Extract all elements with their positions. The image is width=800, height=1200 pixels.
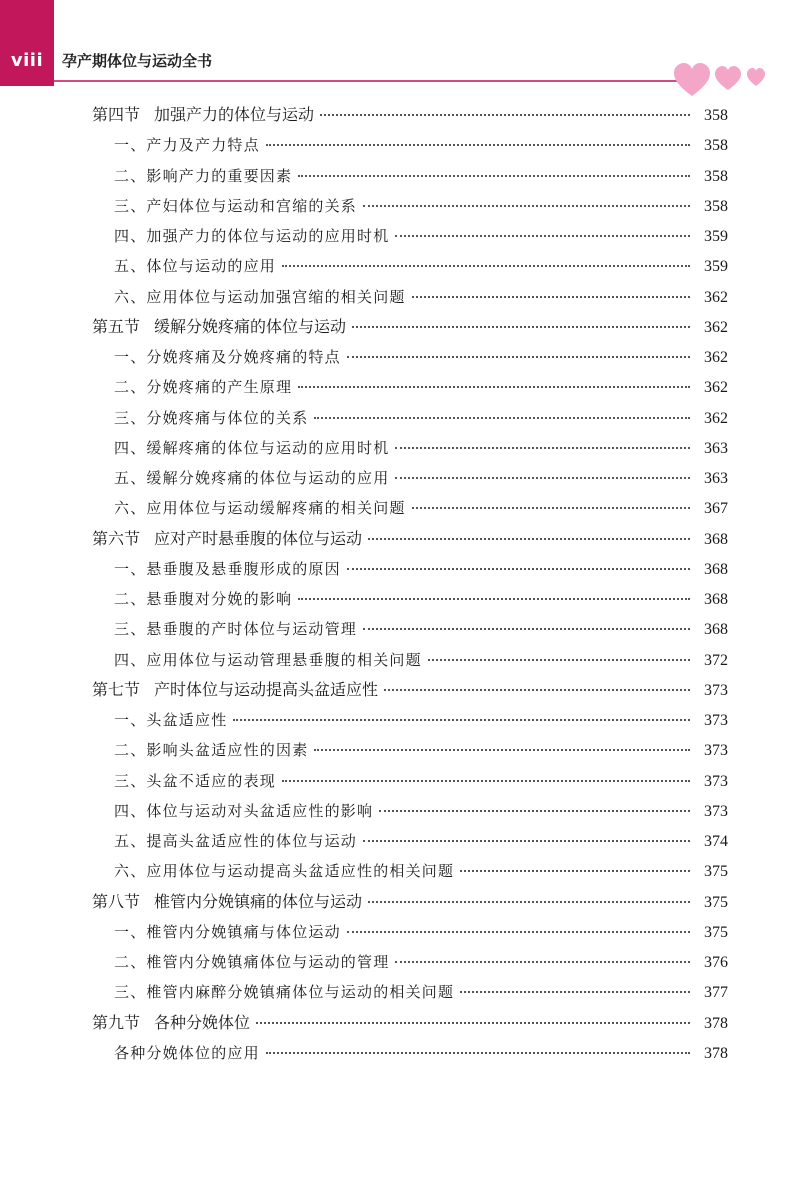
- toc-page-number: 362: [704, 288, 728, 306]
- toc-page-number: 358: [704, 197, 728, 215]
- toc-subsection-entry[interactable]: [92, 433, 728, 463]
- toc-page-number: 368: [704, 591, 728, 608]
- dot-leader: [266, 143, 690, 146]
- toc-entry-title: 六、应用体位与运动缓解疼痛的相关问题: [114, 499, 406, 518]
- toc-entry-title: 一、分娩疼痛及分娩疼痛的特点: [114, 348, 341, 366]
- toc-subsection-entry[interactable]: [92, 342, 728, 372]
- dot-leader: [460, 869, 690, 872]
- dot-leader: [266, 1051, 690, 1054]
- toc-subsection-entry[interactable]: [92, 191, 728, 221]
- toc-subsection-entry[interactable]: [92, 584, 728, 614]
- toc-page-number: 372: [704, 651, 728, 669]
- dot-leader: [363, 204, 690, 207]
- dot-leader: [314, 748, 690, 751]
- toc-subsection-entry[interactable]: [92, 493, 728, 523]
- toc-page-number: 375: [704, 923, 728, 941]
- toc-entry-title: 三、头盆不适应的表现: [114, 771, 277, 790]
- toc-entry-title: 三、分娩疼痛与体位的关系: [114, 408, 309, 427]
- toc-page-number: 363: [704, 470, 728, 487]
- toc-page-number: 362: [704, 409, 728, 427]
- toc-entry-title: [92, 675, 378, 705]
- running-header-title: 孕产期体位与运动全书: [62, 52, 213, 70]
- dot-leader: [460, 990, 690, 993]
- dot-leader: [379, 809, 690, 812]
- dot-leader: [363, 839, 690, 842]
- toc-subsection-entry[interactable]: [92, 221, 728, 251]
- toc-subsection-entry[interactable]: [92, 977, 728, 1007]
- toc-entry-title: 一、头盆适应性: [114, 711, 228, 729]
- dot-leader: [352, 325, 690, 328]
- toc-entry-title: 一、悬垂腹及悬垂腹形成的原因: [114, 559, 341, 578]
- toc-subsection-entry[interactable]: [92, 766, 728, 796]
- toc-subsection-entry[interactable]: [92, 856, 728, 886]
- toc-section-entry[interactable]: [92, 100, 728, 130]
- dot-leader: [368, 900, 690, 903]
- toc-entry-title: 四、应用体位与运动管理悬垂腹的相关问题: [114, 650, 422, 669]
- toc-section-title: 缓解分娩疼痛的体位与运动: [154, 316, 347, 336]
- toc-subsection-entry[interactable]: [92, 403, 728, 433]
- toc-subsection-entry[interactable]: [92, 130, 728, 160]
- toc-entry-title: [92, 887, 362, 917]
- toc-entry-title: 四、加强产力的体位与运动的应用时机: [114, 227, 390, 245]
- toc-entry-title: 五、提高头盆适应性的体位与运动: [114, 832, 358, 850]
- toc-page-number: 373: [704, 742, 728, 760]
- hearts-icon: [672, 60, 772, 100]
- dot-leader: [395, 476, 690, 479]
- toc-page-number: 374: [704, 833, 728, 850]
- toc-page-number: 378: [704, 1014, 728, 1032]
- toc-section-entry[interactable]: [92, 1008, 728, 1038]
- toc-entry-title: 二、影响头盆适应性的因素: [114, 741, 309, 760]
- toc-section-number: 第五节: [92, 316, 141, 336]
- toc-subsection-entry[interactable]: [92, 826, 728, 856]
- dot-leader: [347, 355, 690, 358]
- toc-section-entry[interactable]: [92, 675, 728, 705]
- dot-leader: [395, 960, 690, 963]
- toc-entry-title: 五、缓解分娩疼痛的体位与运动的应用: [114, 469, 390, 487]
- toc-entry-title: 一、椎管内分娩镇痛与体位运动: [114, 922, 341, 941]
- dot-leader: [298, 597, 690, 600]
- dot-leader: [363, 627, 690, 630]
- toc-section-title: 产时体位与运动提高头盆适应性: [154, 679, 379, 699]
- toc-entry-title: 各种分娩体位的应用: [114, 1043, 260, 1062]
- dot-leader: [347, 930, 690, 933]
- table-of-contents: [92, 100, 728, 1068]
- toc-section-entry[interactable]: [92, 312, 728, 342]
- toc-section-number: 第四节: [92, 105, 141, 124]
- toc-entry-title: 二、椎管内分娩镇痛体位与运动的管理: [114, 953, 390, 971]
- toc-entry-title: [92, 524, 362, 554]
- toc-subsection-entry[interactable]: [92, 645, 728, 675]
- heart-large-icon: [674, 63, 710, 96]
- toc-entry-title: 三、悬垂腹的产时体位与运动管理: [114, 620, 358, 639]
- toc-entry-title: 四、缓解疼痛的体位与运动的应用时机: [114, 438, 390, 457]
- toc-page-number: 373: [704, 802, 728, 820]
- heart-small-icon: [747, 68, 765, 86]
- toc-entry-title: 六、应用体位与运动提高头盆适应性的相关问题: [114, 862, 455, 881]
- toc-section-number: 第七节: [92, 679, 141, 699]
- toc-entry-title: [92, 312, 346, 342]
- toc-page-number: 368: [704, 621, 728, 639]
- toc-entry-title: 三、椎管内麻醉分娩镇痛体位与运动的相关问题: [114, 983, 455, 1002]
- dot-leader: [256, 1021, 690, 1024]
- dot-leader: [282, 264, 690, 267]
- toc-page-number: 367: [704, 500, 728, 518]
- toc-entry-title: 二、分娩疼痛的产生原理: [114, 378, 293, 397]
- toc-subsection-entry[interactable]: [92, 554, 728, 584]
- dot-leader: [368, 537, 690, 540]
- toc-page-number: 362: [704, 379, 728, 397]
- toc-entry-title: [92, 1008, 250, 1038]
- dot-leader: [412, 506, 690, 509]
- toc-page-number: 359: [704, 258, 728, 276]
- toc-subsection-entry[interactable]: [92, 282, 728, 312]
- toc-section-title: 应对产时悬垂腹的体位与运动: [154, 528, 363, 548]
- toc-section-title: 椎管内分娩镇痛的体位与运动: [154, 891, 363, 911]
- toc-entry-title: 二、影响产力的重要因素: [114, 166, 293, 185]
- header-rule: [54, 80, 679, 82]
- toc-page-number: 377: [704, 984, 728, 1002]
- toc-subsection-entry[interactable]: [92, 735, 728, 765]
- toc-section-entry[interactable]: [92, 887, 728, 917]
- toc-entry-title: 五、体位与运动的应用: [114, 257, 277, 276]
- dot-leader: [298, 174, 690, 177]
- toc-section-number: 第八节: [92, 891, 141, 911]
- toc-subsection-entry[interactable]: [92, 705, 728, 735]
- toc-subsection-entry[interactable]: [92, 161, 728, 191]
- toc-page-number: 358: [704, 137, 728, 155]
- dot-leader: [320, 113, 690, 116]
- dot-leader: [233, 718, 690, 721]
- toc-subsection-entry[interactable]: [92, 1038, 728, 1068]
- toc-subsection-entry[interactable]: [92, 251, 728, 281]
- toc-subsection-entry[interactable]: [92, 796, 728, 826]
- toc-page-number: 359: [704, 228, 728, 245]
- toc-page-number: 368: [704, 530, 728, 548]
- toc-page-number: 378: [704, 1044, 728, 1062]
- toc-page-number: 358: [704, 167, 728, 185]
- dot-leader: [347, 567, 690, 570]
- toc-page-number: 373: [704, 681, 728, 699]
- toc-section-entry[interactable]: [92, 524, 728, 554]
- dot-leader: [412, 295, 690, 298]
- toc-subsection-entry[interactable]: [92, 463, 728, 493]
- toc-page-number: 358: [704, 107, 728, 124]
- toc-page-number: 373: [704, 772, 728, 790]
- toc-page-number: 376: [704, 954, 728, 971]
- toc-entry-title: 六、应用体位与运动加强宫缩的相关问题: [114, 287, 406, 306]
- toc-entry-title: 二、悬垂腹对分娩的影响: [114, 590, 293, 608]
- toc-entry-title: 三、产妇体位与运动和宫缩的关系: [114, 196, 358, 215]
- page-number: viii: [10, 50, 44, 71]
- dot-leader: [298, 385, 690, 388]
- heart-medium-icon: [715, 66, 741, 90]
- toc-page-number: 362: [704, 349, 728, 366]
- toc-page-number: 363: [704, 439, 728, 457]
- dot-leader: [314, 416, 690, 419]
- toc-section-title: 加强产力的体位与运动: [154, 105, 315, 124]
- toc-page-number: 368: [704, 560, 728, 578]
- dot-leader: [428, 658, 690, 661]
- toc-section-number: 第九节: [92, 1012, 141, 1032]
- toc-entry-title: 四、体位与运动对头盆适应性的影响: [114, 801, 374, 820]
- toc-entry-title: 一、产力及产力特点: [114, 136, 260, 155]
- dot-leader: [395, 234, 690, 237]
- page-number-badge: [0, 0, 54, 86]
- toc-entry-title: [92, 100, 314, 130]
- toc-page-number: 373: [704, 712, 728, 729]
- toc-subsection-entry[interactable]: [92, 372, 728, 402]
- dot-leader: [282, 779, 690, 782]
- dot-leader: [395, 446, 690, 449]
- toc-subsection-entry[interactable]: [92, 614, 728, 644]
- toc-page-number: 375: [704, 893, 728, 911]
- dot-leader: [384, 688, 690, 691]
- toc-section-title: 各种分娩体位: [154, 1012, 251, 1032]
- toc-page-number: 375: [704, 863, 728, 881]
- toc-subsection-entry[interactable]: [92, 917, 728, 947]
- toc-subsection-entry[interactable]: [92, 947, 728, 977]
- toc-section-number: 第六节: [92, 528, 141, 548]
- toc-page-number: 362: [704, 318, 728, 336]
